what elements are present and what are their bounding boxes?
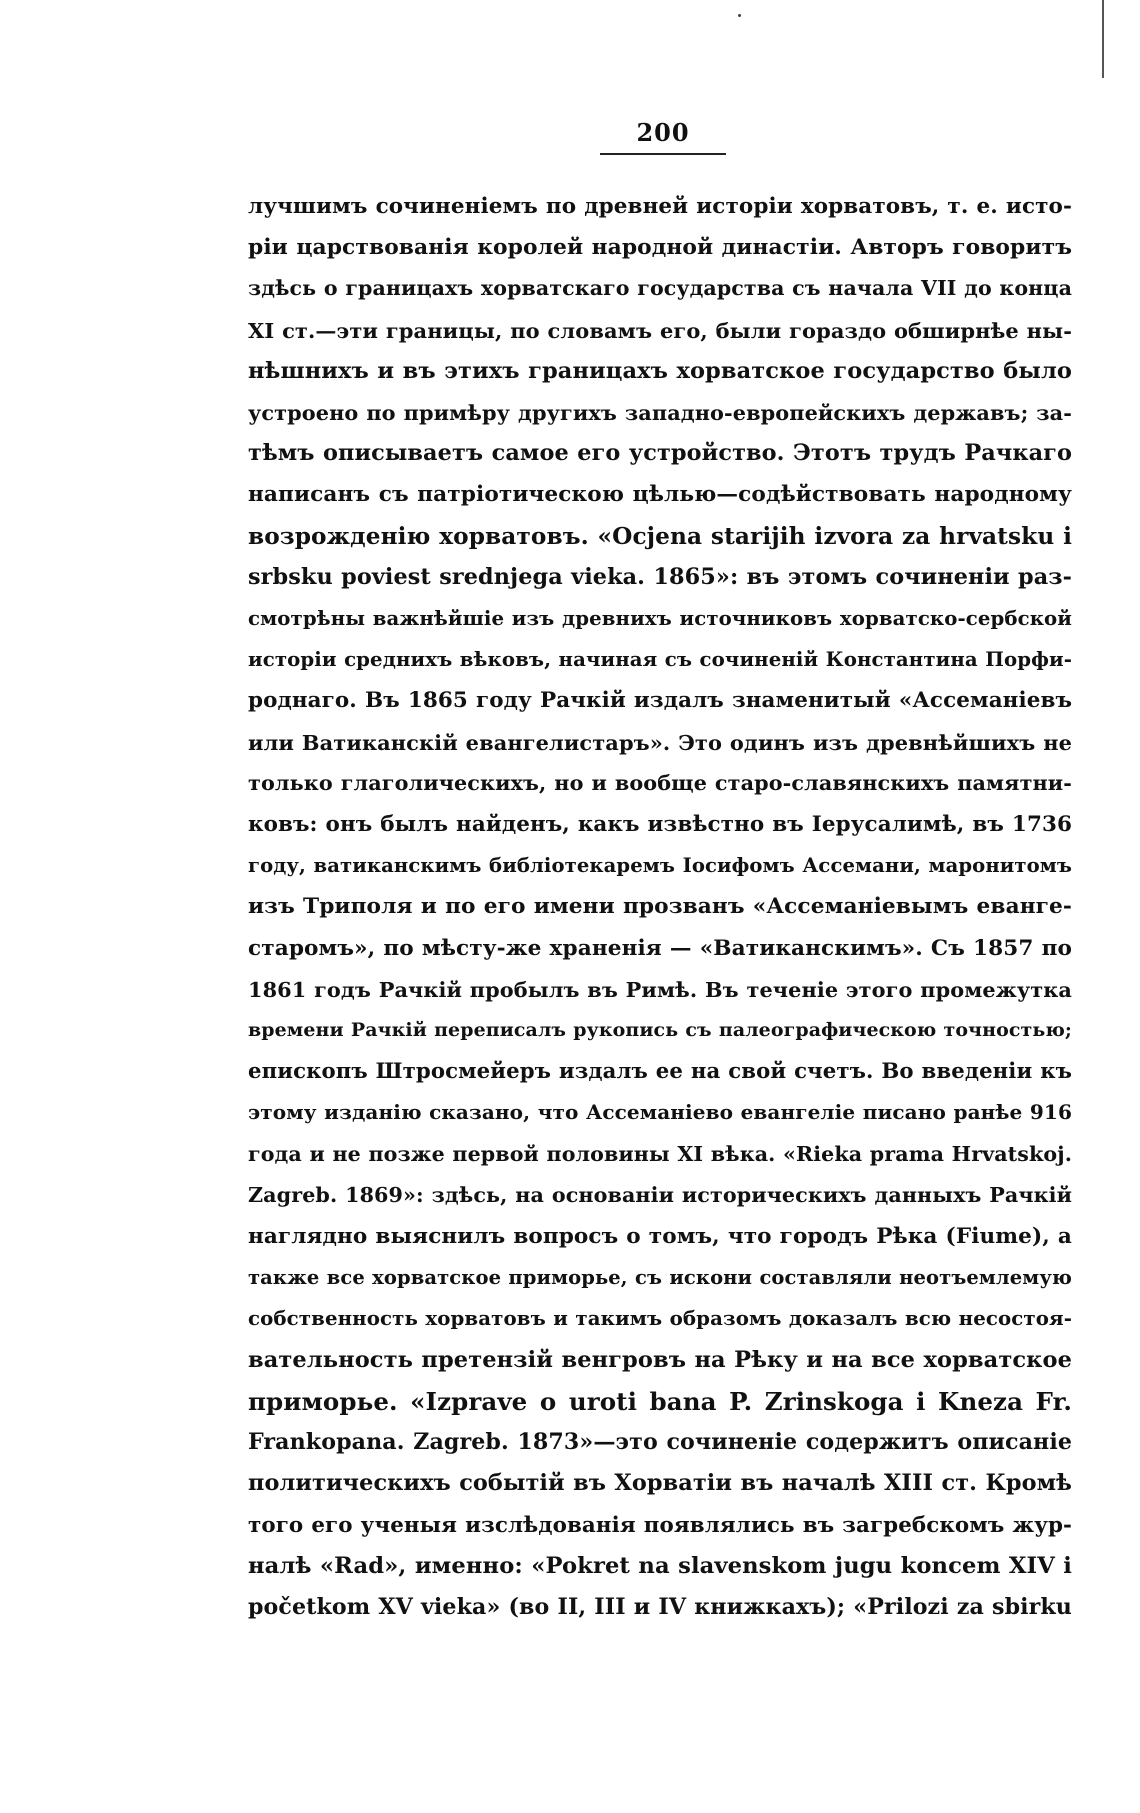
text-line: года и не позже первой половины XI вѣка. «Rieka prama Hrvatskoj.	[248, 1141, 1072, 1166]
text-line: početkom XV vieka» (во II, III и IV книжкахъ); «Prilozi za sbirku	[248, 1593, 1072, 1620]
body-text	[248, 186, 1072, 1628]
text-line: только глаголическихъ, но и вообще старо-славянскихъ памятни-	[248, 770, 1072, 795]
text-line: году, ватиканскимъ библіотекаремъ Іосифомъ Ассемани, маронитомъ	[248, 854, 1072, 878]
text-line: 1861 годъ Рачкій пробылъ въ Римѣ. Въ теченіе этого промежутка	[248, 976, 1072, 1002]
text-line: собственность хорватовъ и такимъ образомъ доказалъ всю несостоя-	[248, 1306, 1072, 1331]
text-line: написанъ съ патріотическою цѣлью—содѣйствовать народному	[248, 482, 1072, 508]
text-line: ковъ: онъ былъ найденъ, какъ извѣстно въ Іерусалимѣ, въ 1736	[248, 812, 1072, 838]
text-line: времени Рачкій переписалъ рукопись съ палеографическою точностью;	[248, 1019, 1072, 1042]
scan-speck	[738, 14, 741, 17]
text-line: Zagreb. 1869»: здѣсь, на основаніи историческихъ данныхъ Рачкій	[248, 1182, 1072, 1207]
text-line: ріи царствованія королей народной династіи. Авторъ говоритъ	[248, 235, 1072, 261]
text-line: роднаго. Въ 1865 году Рачкій издалъ знаменитый «Ассеманіевъ	[248, 688, 1072, 714]
text-line: нѣшнихъ и въ этихъ границахъ хорватское государство было	[248, 357, 1072, 384]
text-line: старомъ», по мѣсту-же храненія — «Ватиканскимъ». Съ 1857 по	[248, 935, 1072, 961]
text-line: наглядно выяснилъ вопросъ о томъ, что городъ Рѣка (Fiume), а	[248, 1224, 1072, 1250]
text-line: приморье. «Izprave o uroti bana P. Zrinskoga i Kneza Fr.	[248, 1386, 1072, 1416]
text-line: srbsku poviest srednjega vieka. 1865»: въ этомъ сочиненіи раз-	[248, 563, 1072, 590]
text-line: или Ватиканскій евангелистаръ». Это одинъ изъ древнѣйшихъ не	[248, 729, 1072, 755]
text-line: лучшимъ сочиненіемъ по древней исторіи хорватовъ, т. е. исто-	[248, 194, 1072, 219]
text-line: этому изданію сказано, что Ассеманіево евангеліе писано ранѣе 916	[248, 1100, 1072, 1125]
text-line: XI ст.—эти границы, по словамъ его, были гораздо обширнѣе ны-	[248, 317, 1072, 343]
text-line: здѣсь о границахъ хорватскаго государства съ начала VII до конца	[248, 276, 1072, 301]
text-line: также все хорватское приморье, съ искони составляли неотъемлемую	[248, 1266, 1072, 1290]
text-line: налѣ «Rad», именно: «Pokret na slavenskom jugu koncem XIV i	[248, 1552, 1072, 1579]
text-line: устроено по примѣру другихъ западно-европейскихъ державъ; за-	[248, 400, 1072, 426]
text-line: политическихъ событій въ Хорватіи въ началѣ XIII ст. Кромѣ	[248, 1470, 1072, 1497]
text-line: Frankopana. Zagreb. 1873»—это сочиненіе содержитъ описаніе	[248, 1429, 1072, 1456]
text-line: того его ученыя изслѣдованія появлялись въ загребскомъ жур-	[248, 1512, 1072, 1538]
text-line: смотрѣны важнѣйшіе изъ древнихъ источниковъ хорватско-сербской	[248, 606, 1072, 631]
text-line: вательность претензій венгровъ на Рѣку и на все хорватское	[248, 1346, 1072, 1373]
page-edge-line	[1102, 0, 1104, 78]
text-line: тѣмъ описываетъ самое его устройство. Этотъ трудъ Рачкаго	[248, 440, 1072, 467]
text-line: возрожденію хорватовъ. «Ocjena starijih izvora za hrvatsku i	[248, 522, 1072, 550]
text-line: исторіи среднихъ вѣковъ, начиная съ сочиненій Константина Порфи-	[248, 647, 1072, 672]
page-number: 200	[600, 118, 726, 155]
text-line: изъ Триполя и по его имени прозванъ «Ассеманіевымъ еванге-	[248, 894, 1072, 920]
text-line: епископъ Штросмейеръ издалъ ее на свой счетъ. Во введеніи къ	[248, 1059, 1072, 1085]
